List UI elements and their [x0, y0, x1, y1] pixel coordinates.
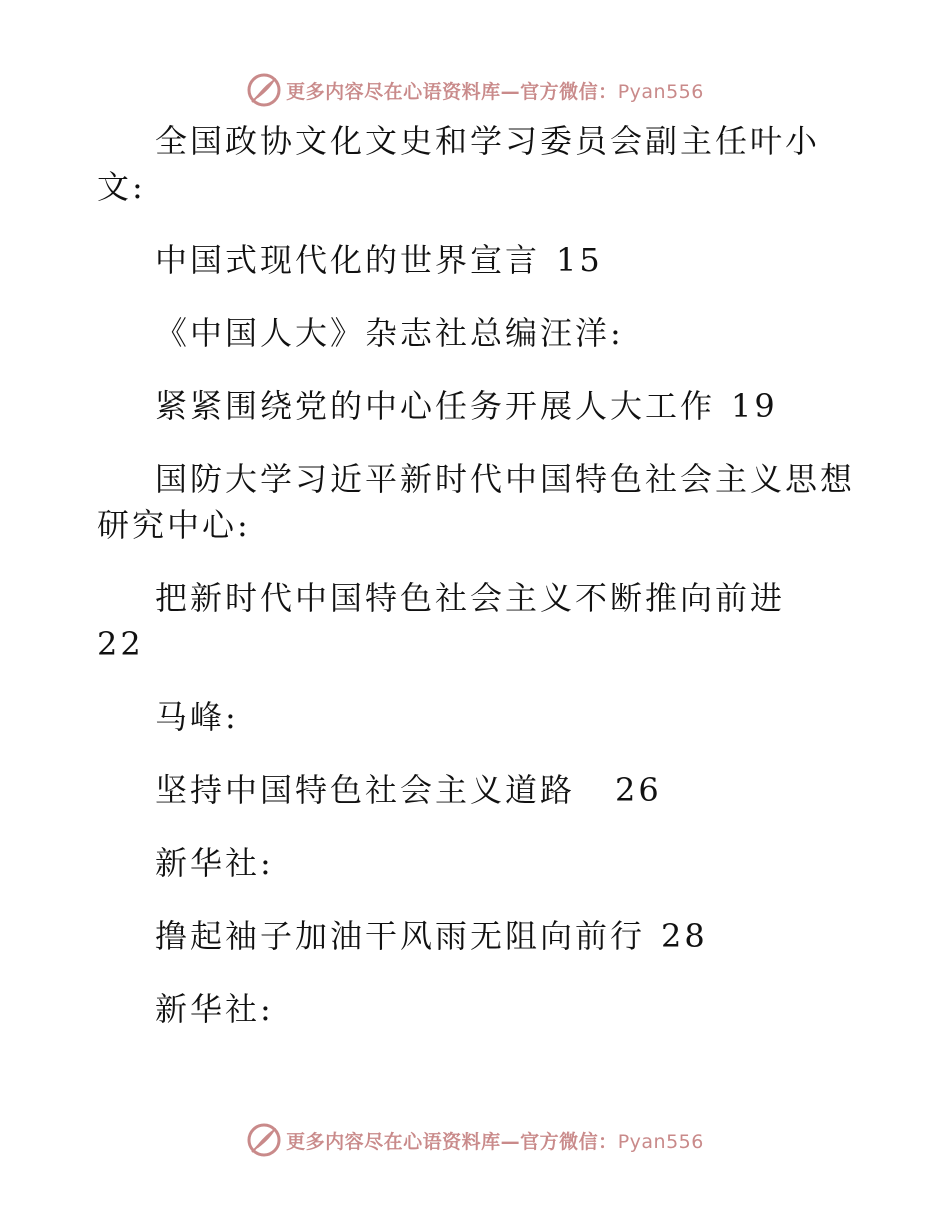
page-number: 28: [661, 917, 708, 955]
toc-entry-title: 坚持中国特色社会主义道路 26: [155, 771, 662, 809]
watermark-text: 更多内容尽在心语资料库—官方微信：Pyan556: [286, 1130, 704, 1153]
page-number: 26: [615, 771, 662, 809]
toc-entry-author: 《中国人大》杂志社总编汪洋:: [155, 314, 624, 352]
toc-entry-author: 新华社:: [155, 844, 274, 882]
quill-logo-icon: [246, 72, 282, 108]
page-number: 15: [556, 241, 603, 279]
toc-entry-author: 马峰:: [155, 698, 239, 736]
watermark-banner-top: [0, 70, 950, 110]
toc-entry-author: 新华社:: [155, 990, 274, 1028]
toc-entry-title: 撸起袖子加油干风雨无阻向前行 28: [155, 917, 708, 955]
toc-entry-author: 国防大学习近平新时代中国特色社会主义思想研究中心:: [97, 460, 856, 544]
watermark-text: 更多内容尽在心语资料库—官方微信：Pyan556: [286, 80, 704, 103]
quill-logo-icon: [246, 1122, 282, 1158]
toc-entry-title: 中国式现代化的世界宣言 15: [155, 241, 603, 279]
toc-entry-author: 全国政协文化文史和学习委员会副主任叶小文:: [97, 122, 821, 206]
page-number: 22: [97, 625, 144, 663]
toc-entry-title: 紧紧围绕党的中心任务开展人大工作 19: [155, 387, 778, 425]
toc-entry-title: 把新时代中国特色社会主义不断推向前进 22: [97, 579, 786, 663]
watermark-banner-bottom: [0, 1120, 950, 1160]
page-number: 19: [731, 387, 778, 425]
toc-content: [97, 118, 857, 1059]
